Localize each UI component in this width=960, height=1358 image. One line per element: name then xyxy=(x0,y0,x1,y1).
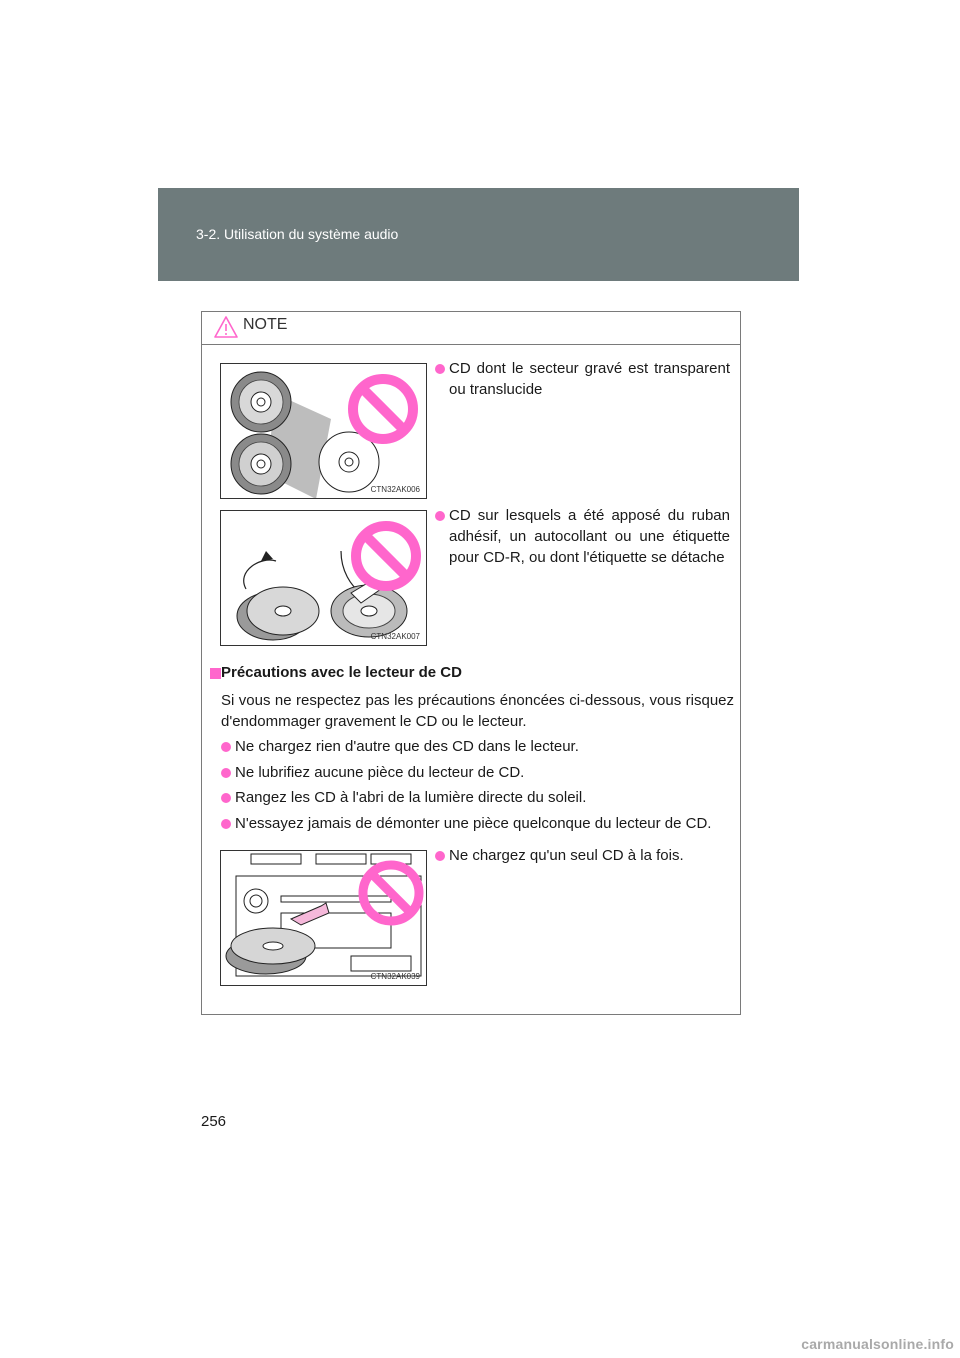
section-header xyxy=(158,188,799,281)
bullet-dot xyxy=(435,851,445,861)
bullet-dot xyxy=(221,793,231,803)
transparent-cd-illustration xyxy=(221,364,427,499)
bullet-transparent-cd: CD dont le secteur gravé est transparent ou translucide xyxy=(435,358,730,400)
bullet-single-cd: Ne chargez qu'un seul CD à la fois. xyxy=(435,845,730,866)
list-item: Ne chargez rien d'autre que des CD dans le lecteur. xyxy=(221,736,734,757)
prohibited-icon xyxy=(356,526,416,586)
figure-code: CTN32AK006 xyxy=(370,485,420,494)
list-item: N'essayez jamais de démonter une pièce quelconque du lecteur de CD. xyxy=(221,813,734,834)
figure-code: CTN32AK039 xyxy=(370,972,420,981)
note-title-row xyxy=(202,312,740,345)
watermark-text: carmanualsonline.info xyxy=(801,1336,954,1352)
list-item: Ne lubrifiez aucune pièce du lecteur de CD. xyxy=(221,762,734,783)
note-title: NOTE xyxy=(243,316,288,333)
section-square-icon xyxy=(210,668,221,679)
list-item: Rangez les CD à l'abri de la lumière directe du soleil. xyxy=(221,787,734,808)
bullet-dot xyxy=(435,511,445,521)
section-intro: Si vous ne respectez pas les précautions énoncées ci-dessous, vous risquez d'endommager gravement le CD ou le lecteur. xyxy=(221,692,734,730)
labeled-cd-illustration xyxy=(221,511,427,646)
figure-labeled-cd xyxy=(220,510,427,646)
bullet-dot xyxy=(221,768,231,778)
figure-transparent-cd xyxy=(220,363,427,499)
section-title: 3-2. Utilisation du système audio xyxy=(196,226,399,242)
figure-code: CTN32AK007 xyxy=(370,632,420,641)
prohibited-icon xyxy=(353,379,413,439)
bullet-dot xyxy=(221,742,231,752)
warning-icon xyxy=(213,315,239,339)
section-heading: Précautions avec le lecteur de CD xyxy=(221,664,462,681)
bullet-labeled-cd: CD sur lesquels a été apposé du ruban adhésif, un autocollant ou une étiquette pour CD-R, ou dont l'étiquette se détache xyxy=(435,505,730,568)
figure-single-cd xyxy=(220,850,427,986)
bullet-dot xyxy=(221,819,231,829)
page-number: 256 xyxy=(201,1113,227,1130)
bullet-dot xyxy=(435,364,445,374)
cd-player-illustration xyxy=(221,851,427,986)
